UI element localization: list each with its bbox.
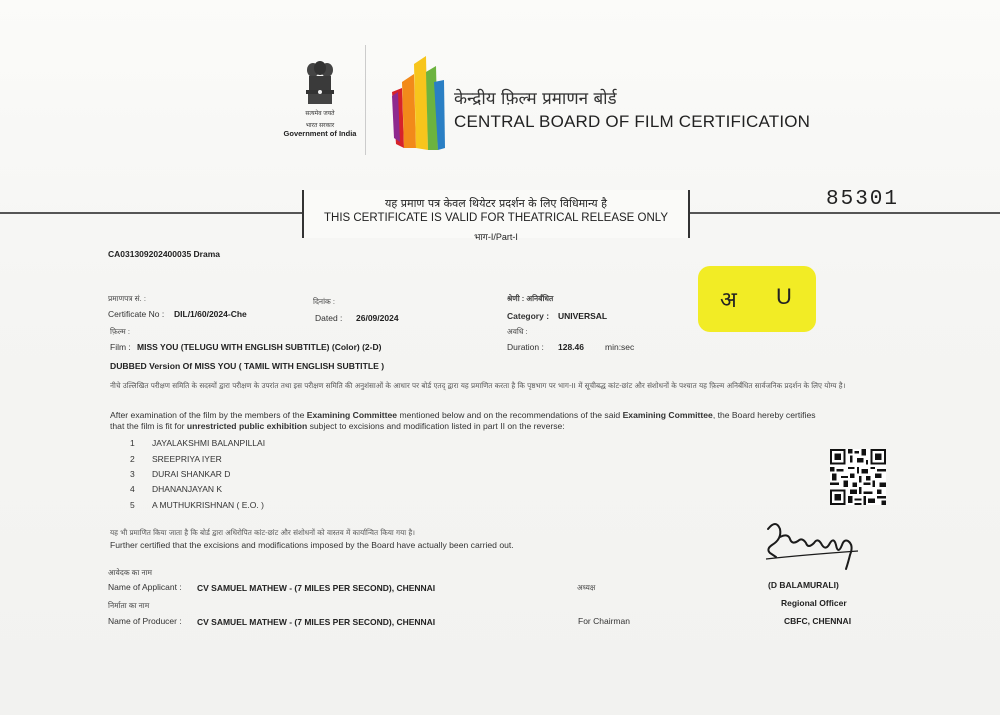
duration-label: Duration : [507,342,544,352]
category-value: UNIVERSAL [558,311,608,321]
exam-text-5: subject to excisions and modification listed in part II on the reverse: [307,421,565,431]
member-name: JAYALAKSHMI BALANPILLAI [152,438,266,448]
further-hindi: यह भी प्रमाणित किया जाता है कि बोर्ड द्वारा अधिरोपित कांट-छांट और संशोधनों को वास्तव में कार्यान्वित किया गया है। [110,528,415,537]
film-value: MISS YOU (TELUGU WITH ENGLISH SUBTITLE) (Color) (2-D) [137,342,382,352]
exam-text-1: After examination of the film by the members of the [110,410,307,420]
cert-no-label: Certificate No : [108,309,165,319]
category-label: Category : [507,311,550,321]
org-name-hindi: केन्द्रीय फ़िल्म प्रमाणन बोर्ड [454,89,617,109]
rating-english: U [776,284,792,309]
member-num: 3 [130,469,135,479]
dubbed-line: DUBBED Version Of MISS YOU ( TAMIL WITH ENGLISH SUBTITLE ) [110,361,385,371]
member-name: DURAI SHANKAR D [152,469,231,479]
header-divider [365,45,366,155]
member-name: SREEPRIYA IYER [152,454,222,464]
org-name-english: CENTRAL BOARD OF FILM CERTIFICATION [454,112,811,131]
further-english: Further certified that the excisions and modifications imposed by the Board have actually been carried out. [110,540,514,550]
exam-committee-1: Examining Committee [306,410,398,420]
category-label-hindi: श्रेणी : अनिर्बंधित [507,294,554,303]
cbfc-logo-icon [388,52,448,152]
validity-box [302,190,690,242]
duration-value: 128.46 [558,342,584,352]
producer-label-hindi: निर्माता का नाम [108,601,150,610]
emblem-motto: सत्यमेव जयते [305,111,335,117]
duration-label-hindi: अवधि : [507,327,528,336]
duration-unit: min:sec [605,342,635,352]
officer-name: (D BALAMURALI) [768,580,839,590]
lion-capital-icon [300,58,340,108]
gov-hindi: भारत सरकार [305,123,335,129]
qr-code-icon [830,449,886,505]
officer-title: Regional Officer [781,598,847,608]
dated-label: Dated : [315,313,343,323]
dated-label-hindi: दिनांक : [313,297,335,306]
dated-value: 26/09/2024 [356,313,399,323]
applicant-value: CV SAMUEL MATHEW - (7 MILES PER SECOND), CHENNAI [197,583,436,593]
application-ref: CA031309202400035 Drama [108,249,221,259]
serial-number: 85301 [826,188,900,211]
national-emblem [280,58,360,158]
examination-english [110,410,890,432]
examination-hindi: नीचे उल्लिखित परीक्षण समिति के सदस्यों द्वारा परीक्षण के उपरांत तथा इस परीक्षण समिति की अनुशंसाओं के आधार पर बोर्ड एतद् द्वारा यह प्रमाणित करता है कि पृष्ठभाग पर भाग-II में सूचीबद्ध कांट-छांट और संशोधनों के पश्चात यह फ़िल्म अनिर्बंधित सार्वजनिक प्रदर्शन के लिए योग्य है। [110,381,846,390]
member-num: 4 [130,484,135,494]
exam-unrestricted: unrestricted public exhibition [186,421,308,431]
chairman-hindi: अध्यक्ष [577,583,596,592]
exam-text-2: mentioned below and on the recommendations of the said [397,410,623,420]
film-label-hindi: फ़िल्म : [110,327,130,336]
member-num: 1 [130,438,135,448]
film-label: Film : [110,342,131,352]
exam-committee-2: Examining Committee [622,410,713,420]
validity-part: भाग-I/Part-I [474,232,518,242]
signature-image [762,515,862,571]
member-name: A MUTHUKRISHNAN ( E.O. ) [152,500,264,510]
producer-label: Name of Producer : [108,616,182,626]
member-num: 2 [130,454,135,464]
producer-value: CV SAMUEL MATHEW - (7 MILES PER SECOND), CHENNAI [197,617,436,627]
officer-office: CBFC, CHENNAI [784,616,852,626]
chairman-english: For Chairman [578,616,630,626]
exam-text-4: that the film is fit for [110,421,187,431]
member-num: 5 [130,500,135,510]
rating-badge [698,266,816,332]
cert-no-value: DIL/1/60/2024-Che [174,309,247,319]
cert-no-label-hindi: प्रमाणपत्र सं. : [108,294,146,303]
gov-english: Government of India [283,129,357,138]
validity-english: THIS CERTIFICATE IS VALID FOR THEATRICAL RELEASE ONLY [323,212,668,224]
applicant-label: Name of Applicant : [108,582,182,592]
applicant-label-hindi: आवेदक का नाम [108,568,153,577]
member-name: DHANANJAYAN K [152,484,223,494]
exam-text-3: , the Board hereby certifies [712,410,816,420]
rating-hindi: अ [720,288,737,313]
validity-hindi: यह प्रमाण पत्र केवल थियेटर प्रदर्शन के लिए विधिमान्य है [385,197,607,210]
